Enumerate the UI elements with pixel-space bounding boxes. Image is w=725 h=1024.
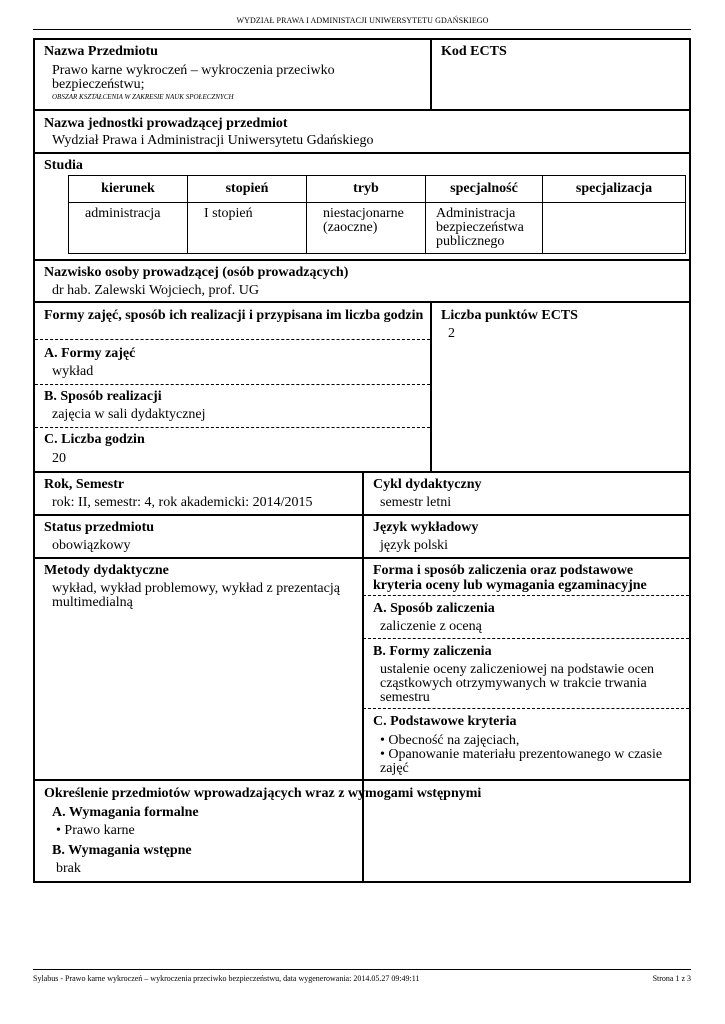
studies-header: tryb: [307, 176, 426, 203]
methods-value: wykład, wykład problemowy, wykład z prezentacją multimedialną: [52, 581, 340, 610]
year-label: Rok, Semestr: [44, 477, 125, 492]
divider: [33, 259, 691, 261]
course-name-label: Nazwa Przedmiotu: [44, 44, 158, 59]
forms-a-value: wykład: [52, 364, 94, 379]
subsection-divider: [35, 384, 430, 385]
prereq-a-value: • Prawo karne: [56, 823, 135, 838]
forms-b-label: B. Sposób realizacji: [44, 389, 162, 404]
studies-label: Studia: [44, 158, 83, 173]
studies-cell: [543, 203, 686, 254]
studies-header: specjalizacja: [543, 176, 686, 203]
divider: [33, 779, 691, 781]
status-label: Status przedmiotu: [44, 520, 155, 535]
prereq-b-value: brak: [56, 861, 81, 876]
ects-points-label: Liczba punktów ECTS: [441, 308, 578, 323]
forms-c-value: 20: [52, 451, 66, 466]
cycle-value: semestr letni: [380, 495, 452, 510]
subsection-divider: [363, 708, 689, 709]
divider: [33, 152, 691, 154]
area-note: OBSZAR KSZTAŁCENIA W ZAKRESIE NAUK SPOŁECZNYCH: [52, 93, 234, 101]
status-value: obowiązkowy: [52, 538, 131, 553]
assessment-label: Forma i sposób zaliczenia oraz podstawowe kryteria oceny lub wymagania egzaminacyjne: [373, 563, 647, 593]
divider: [430, 38, 432, 110]
language-value: język polski: [380, 538, 449, 553]
prereq-b-label: B. Wymagania wstępne: [52, 843, 192, 858]
faculty-header: WYDZIAŁ PRAWA I ADMINISTACJI UNIWERSYTETU GDAŃSKIEGO: [236, 16, 489, 25]
cycle-label: Cykl dydaktyczny: [373, 477, 482, 492]
assessment-a-value: zaliczenie z oceną: [380, 619, 482, 634]
lecturer-label: Nazwisko osoby prowadzącej (osób prowadzących): [44, 265, 349, 280]
forms-a-label: A. Formy zajęć: [44, 346, 136, 361]
language-label: Język wykładowy: [373, 520, 479, 535]
footer-left: Sylabus - Prawo karne wykroczeń – wykroczenia przeciwko bezpieczeństwu, data wygenerowania: 2014.05.27 09:49:11: [33, 974, 420, 983]
studies-cell: administracja: [69, 203, 188, 254]
studies-header: specjalność: [426, 176, 543, 203]
footer-rule: [33, 969, 691, 970]
studies-table: [68, 175, 686, 254]
assessment-c-label: C. Podstawowe kryteria: [373, 714, 517, 729]
studies-cell: Administracja bezpieczeństwa publicznego: [426, 203, 543, 254]
subsection-divider: [35, 339, 430, 340]
subsection-divider: [363, 595, 689, 596]
ects-points-value: 2: [448, 326, 455, 341]
divider: [33, 109, 691, 111]
course-name-value: Prawo karne wykroczeń – wykroczenia przeciwko bezpieczeństwu;: [52, 63, 335, 92]
assessment-b-value: ustalenie oceny zaliczeniowej na podstawie ocen cząstkowych otrzymywanych w trakcie trwania semestru: [380, 662, 655, 705]
unit-label: Nazwa jednostki prowadzącej przedmiot: [44, 116, 288, 131]
subsection-divider: [35, 427, 430, 428]
unit-value: Wydział Prawa i Administracji Uniwersytetu Gdańskiego: [52, 133, 374, 148]
subsection-divider: [363, 638, 689, 639]
assessment-c-item: • Opanowanie materiału prezentowanego w czasie zajęć: [380, 747, 663, 776]
divider: [33, 514, 691, 516]
forms-b-value: zajęcia w sali dydaktycznej: [52, 407, 206, 422]
forms-c-label: C. Liczba godzin: [44, 432, 145, 447]
year-value: rok: II, semestr: 4, rok akademicki: 2014/2015: [52, 495, 313, 510]
studies-header: kierunek: [69, 176, 188, 203]
prereq-label: Określenie przedmiotów wprowadzających wraz z wymogami wstępnymi: [44, 786, 482, 801]
divider: [362, 471, 364, 883]
page-number: Strona 1 z 3: [652, 974, 691, 983]
divider: [430, 301, 432, 472]
methods-label: Metody dydaktyczne: [44, 563, 169, 578]
studies-cell: niestacjonarne (zaoczne): [307, 203, 426, 254]
prereq-a-label: A. Wymagania formalne: [52, 805, 199, 820]
assessment-b-label: B. Formy zaliczenia: [373, 644, 492, 659]
forms-label: Formy zajęć, sposób ich realizacji i przypisana im liczba godzin: [44, 308, 424, 323]
ects-code-label: Kod ECTS: [441, 44, 507, 59]
assessment-a-label: A. Sposób zaliczenia: [373, 601, 495, 616]
lecturer-value: dr hab. Zalewski Wojciech, prof. UG: [52, 283, 259, 298]
divider: [33, 301, 691, 303]
studies-cell: I stopień: [188, 203, 307, 254]
divider: [33, 557, 691, 559]
studies-header: stopień: [188, 176, 307, 203]
assessment-c-item: • Obecność na zajęciach,: [380, 733, 520, 748]
header-rule: [33, 29, 691, 30]
